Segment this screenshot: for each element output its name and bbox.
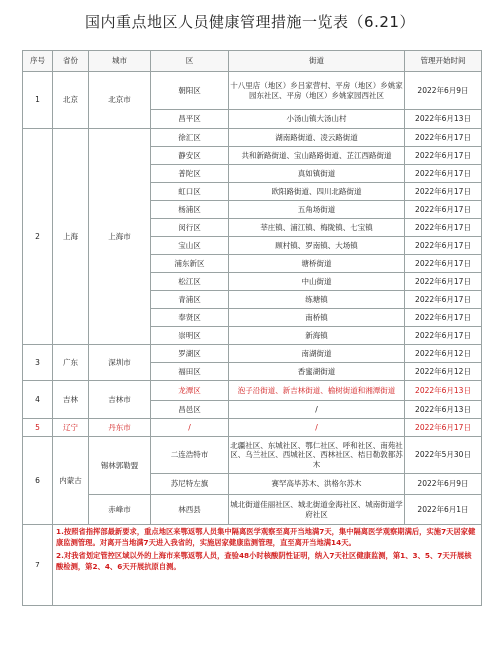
table-row xyxy=(23,129,482,147)
street-cell: 南桥镇 xyxy=(229,309,405,327)
street-cell: 塘桥街道 xyxy=(229,255,405,273)
street-cell: 欧阳路街道、四川北路街道 xyxy=(229,183,405,201)
city-cell: 北京市 xyxy=(89,72,151,129)
city-cell: 丹东市 xyxy=(89,419,151,437)
district-cell: 静安区 xyxy=(151,147,229,165)
note-paragraph: 1.按照省指挥部最新要求，重点地区来鄂返鄂人员集中隔离医学观察至离开当地满7天，集中隔离医学观察期满后，实施7天居家健康监测管理。对离开当地满7天进入我省的，实施居家健康监测管理，直至离开当地满14天。 xyxy=(56,527,476,547)
street-cell: 赛罕高毕苏木、洪格尔苏木 xyxy=(229,474,405,495)
table-row xyxy=(23,381,482,401)
province-cell: 辽宁 xyxy=(53,419,89,437)
district-cell: 青浦区 xyxy=(151,291,229,309)
date-cell: 2022年6月17日 xyxy=(405,129,482,147)
street-cell: 湖南路街道、凌云路街道 xyxy=(229,129,405,147)
date-cell: 2022年6月13日 xyxy=(405,381,482,401)
street-cell: 五角场街道 xyxy=(229,201,405,219)
date-cell: 2022年6月17日 xyxy=(405,291,482,309)
province-cell: 上海 xyxy=(53,129,89,345)
date-cell: 2022年6月9日 xyxy=(405,72,482,110)
table-row xyxy=(23,495,482,525)
date-cell: 2022年6月1日 xyxy=(405,495,482,525)
district-cell: 林西县 xyxy=(151,495,229,525)
street-cell: 小汤山镇大汤山村 xyxy=(229,110,405,129)
index-cell: 4 xyxy=(23,381,53,419)
street-cell: 顾村镇、罗南镇、大场镇 xyxy=(229,237,405,255)
city-cell: 锡林郭勒盟 xyxy=(89,437,151,495)
district-cell: 二连浩特市 xyxy=(151,437,229,474)
index-cell: 7 xyxy=(23,525,53,606)
date-cell: 2022年6月17日 xyxy=(405,327,482,345)
street-cell: 南湖街道 xyxy=(229,345,405,363)
city-cell: 深圳市 xyxy=(89,345,151,381)
date-cell: 2022年6月9日 xyxy=(405,474,482,495)
district-cell: 闵行区 xyxy=(151,219,229,237)
district-cell: 松江区 xyxy=(151,273,229,291)
date-cell: 2022年6月13日 xyxy=(405,110,482,129)
street-cell: / xyxy=(229,419,405,437)
notes-cell xyxy=(53,525,482,606)
district-cell: 苏尼特左旗 xyxy=(151,474,229,495)
header-province: 省份 xyxy=(53,51,89,72)
district-cell: 福田区 xyxy=(151,363,229,381)
district-cell: / xyxy=(151,419,229,437)
street-cell: 真如镇街道 xyxy=(229,165,405,183)
street-cell: 北疆社区、东城社区、鄂仁社区、呼和社区、南苑社区、乌兰社区、西城社区、西林社区、桔日勒敦都苏木 xyxy=(229,437,405,474)
index-cell: 5 xyxy=(23,419,53,437)
district-cell: 浦东新区 xyxy=(151,255,229,273)
province-cell: 北京 xyxy=(53,72,89,129)
date-cell: 2022年6月17日 xyxy=(405,147,482,165)
district-cell: 虹口区 xyxy=(151,183,229,201)
table-row xyxy=(23,345,482,363)
province-cell: 广东 xyxy=(53,345,89,381)
district-cell: 宝山区 xyxy=(151,237,229,255)
district-cell: 杨浦区 xyxy=(151,201,229,219)
index-cell: 3 xyxy=(23,345,53,381)
street-cell: 中山街道 xyxy=(229,273,405,291)
city-cell: 赤峰市 xyxy=(89,495,151,525)
date-cell: 2022年6月17日 xyxy=(405,255,482,273)
date-cell: 2022年5月30日 xyxy=(405,437,482,474)
province-cell: 内蒙古 xyxy=(53,437,89,525)
date-cell: 2022年6月12日 xyxy=(405,345,482,363)
date-cell: 2022年6月17日 xyxy=(405,419,482,437)
date-cell: 2022年6月12日 xyxy=(405,363,482,381)
page-title: 国内重点地区人员健康管理措施一览表（6.21） xyxy=(85,13,415,31)
district-cell: 昌邑区 xyxy=(151,401,229,419)
district-cell: 徐汇区 xyxy=(151,129,229,147)
date-cell: 2022年6月17日 xyxy=(405,273,482,291)
street-cell: 十八里店（地区）乡吕家营村、平房（地区）乡姚家园东社区、平房（地区）乡姚家园西社区 xyxy=(229,72,405,110)
index-cell: 1 xyxy=(23,72,53,129)
district-cell: 朝阳区 xyxy=(151,72,229,110)
date-cell: 2022年6月17日 xyxy=(405,165,482,183)
street-cell: 泡子沿街道、新吉林街道、榆树街道和湘潭街道 xyxy=(229,381,405,401)
header-district: 区 xyxy=(151,51,229,72)
table-row xyxy=(23,419,482,437)
header-index: 序号 xyxy=(23,51,53,72)
date-cell: 2022年6月17日 xyxy=(405,183,482,201)
street-cell: / xyxy=(229,401,405,419)
date-cell: 2022年6月17日 xyxy=(405,237,482,255)
street-cell: 城北街道佳丽社区、城北街道金海社区、城南街道学府社区 xyxy=(229,495,405,525)
index-cell: 6 xyxy=(23,437,53,525)
street-cell: 香蜜湖街道 xyxy=(229,363,405,381)
date-cell: 2022年6月13日 xyxy=(405,401,482,419)
city-cell: 上海市 xyxy=(89,129,151,345)
measures-table xyxy=(22,50,482,606)
date-cell: 2022年6月17日 xyxy=(405,201,482,219)
header-row xyxy=(23,51,482,72)
street-cell: 练塘镇 xyxy=(229,291,405,309)
district-cell: 普陀区 xyxy=(151,165,229,183)
street-cell: 莘庄镇、浦江镇、梅陇镇、七宝镇 xyxy=(229,219,405,237)
index-cell: 2 xyxy=(23,129,53,345)
street-cell: 新海镇 xyxy=(229,327,405,345)
district-cell: 昌平区 xyxy=(151,110,229,129)
date-cell: 2022年6月17日 xyxy=(405,219,482,237)
header-street: 街道 xyxy=(229,51,405,72)
date-cell: 2022年6月17日 xyxy=(405,309,482,327)
district-cell: 崇明区 xyxy=(151,327,229,345)
table-row xyxy=(23,437,482,474)
district-cell: 奉贤区 xyxy=(151,309,229,327)
header-city: 城市 xyxy=(89,51,151,72)
notes-row xyxy=(23,525,482,606)
note-paragraph: 2.对我省划定管控区域以外的上海市来鄂返鄂人员，查验48小时核酸阴性证明，纳入7天社区健康监测，第1、3、5、7天开展核酸检测，第2、4、6天开展抗原自测。 xyxy=(56,551,472,571)
table-row xyxy=(23,72,482,110)
district-cell: 龙潭区 xyxy=(151,381,229,401)
district-cell: 罗湖区 xyxy=(151,345,229,363)
street-cell: 共和新路街道、宝山路路街道、芷江西路街道 xyxy=(229,147,405,165)
province-cell: 吉林 xyxy=(53,381,89,419)
city-cell: 吉林市 xyxy=(89,381,151,419)
header-start-date: 管理开始时间 xyxy=(405,51,482,72)
